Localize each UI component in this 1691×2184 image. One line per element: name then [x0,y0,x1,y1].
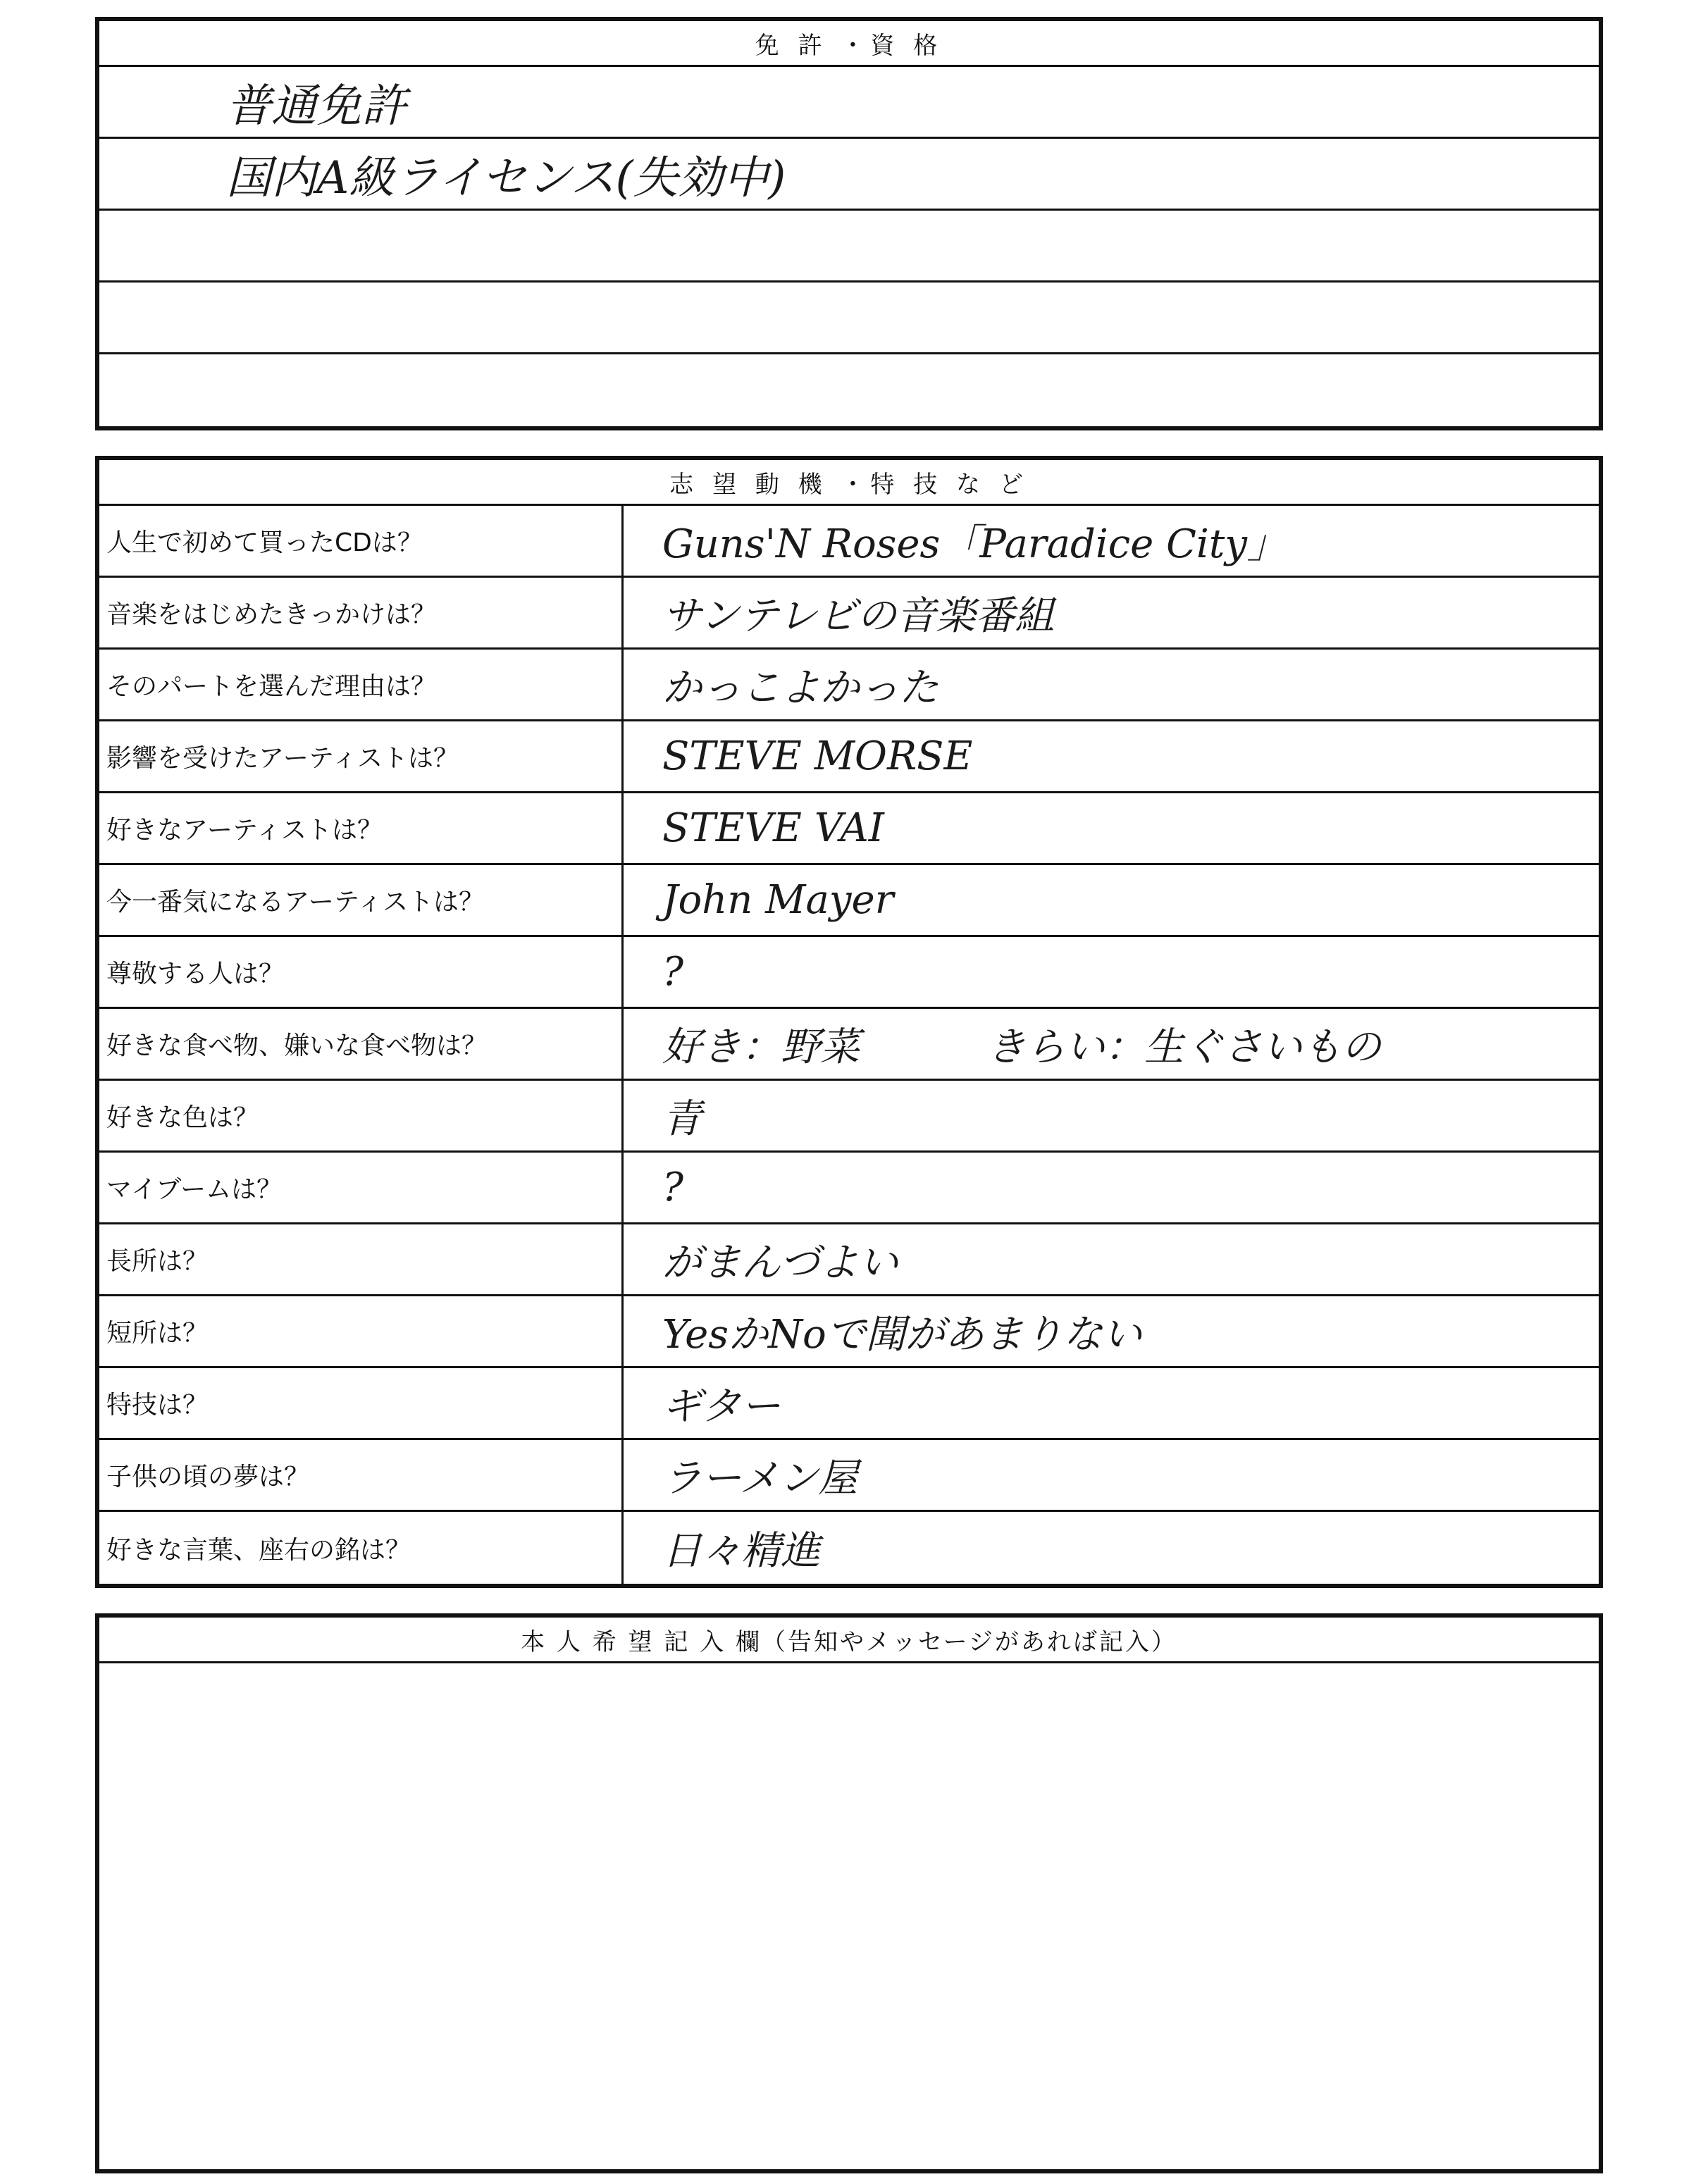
license-row [99,67,1599,139]
answer-text: 日々精進 [662,1528,820,1574]
answer-text: STEVE VAI [662,805,884,851]
question-label: 人生で初めて買ったCDは？ [99,506,624,576]
memo-section [95,1613,1603,2173]
qa-row [99,578,1599,650]
motivation-title: 志 望 動 機 ・特 技 な ど [99,460,1599,506]
qa-row [99,793,1599,865]
license-row [99,211,1599,283]
question-label: 長所は？ [99,1224,624,1294]
license-entry [99,211,226,280]
question-label: そのパートを選んだ理由は？ [99,650,624,719]
license-row [99,283,1599,354]
licenses-title: 免 許 ・資 格 [99,21,1599,67]
question-label: 特技は？ [99,1368,624,1438]
license-entry [99,283,226,352]
question-label: 短所は？ [99,1296,624,1366]
license-entry: 国内A級ライセンス(失効中) [226,151,786,204]
license-entry [99,354,226,426]
qa-row [99,1296,1599,1368]
memo-title: 本 人 希 望 記 入 欄（告知やメッセージがあれば記入） [99,1618,1599,1663]
memo-body [99,1663,1599,2169]
answer-text: ? [662,1165,684,1210]
answer-cell [624,1009,1599,1079]
answer-text: YesかNoで聞があまりない [662,1311,1142,1358]
qa-row [99,1440,1599,1512]
answer-text: STEVE MORSE [662,733,973,779]
qa-row [99,1224,1599,1296]
qa-row [99,650,1599,721]
license-entry: 普通免許 [226,80,407,132]
qa-row [99,1153,1599,1224]
question-label: 尊敬する人は？ [99,937,624,1007]
answer-text: ギター [662,1383,781,1429]
question-label: 好きな色は？ [99,1081,624,1150]
answer-text: かっこよかった [662,664,939,711]
question-label: 好きな食べ物、嫌いな食べ物は？ [99,1009,624,1079]
qa-row [99,865,1599,937]
license-row [99,139,1599,211]
question-label: 好きなアーティストは？ [99,793,624,863]
question-label: 好きな言葉、座右の銘は？ [99,1512,624,1584]
answer-text: ラーメン屋 [662,1455,858,1501]
motivation-section [95,456,1603,1588]
qa-row [99,721,1599,793]
qa-row [99,937,1599,1009]
answer-text: がまんづよい [662,1239,898,1286]
answer-text: 青 [662,1096,702,1142]
answer-text: John Mayer [662,877,894,923]
qa-row [99,1081,1599,1153]
answer-text: ? [662,949,684,995]
qa-row [99,1009,1599,1081]
qa-row [99,1368,1599,1440]
question-label: 子供の頃の夢は？ [99,1440,624,1510]
answer-text: サンテレビの音楽番組 [662,592,1055,639]
answer-text: Guns'N Roses「Paradice City」 [662,521,1287,567]
question-label: 音楽をはじめたきっかけは？ [99,578,624,647]
qa-row [99,506,1599,578]
answer-like-text: 好き：野菜 [662,1024,860,1070]
qa-row [99,1512,1599,1584]
question-label: マイブームは？ [99,1153,624,1222]
question-label: 今一番気になるアーティストは？ [99,865,624,935]
question-label: 影響を受けたアーティストは？ [99,721,624,791]
answer-dislike-text: きらい：生ぐさいもの [986,1024,1381,1070]
licenses-section [95,17,1603,430]
license-row [99,354,1599,426]
